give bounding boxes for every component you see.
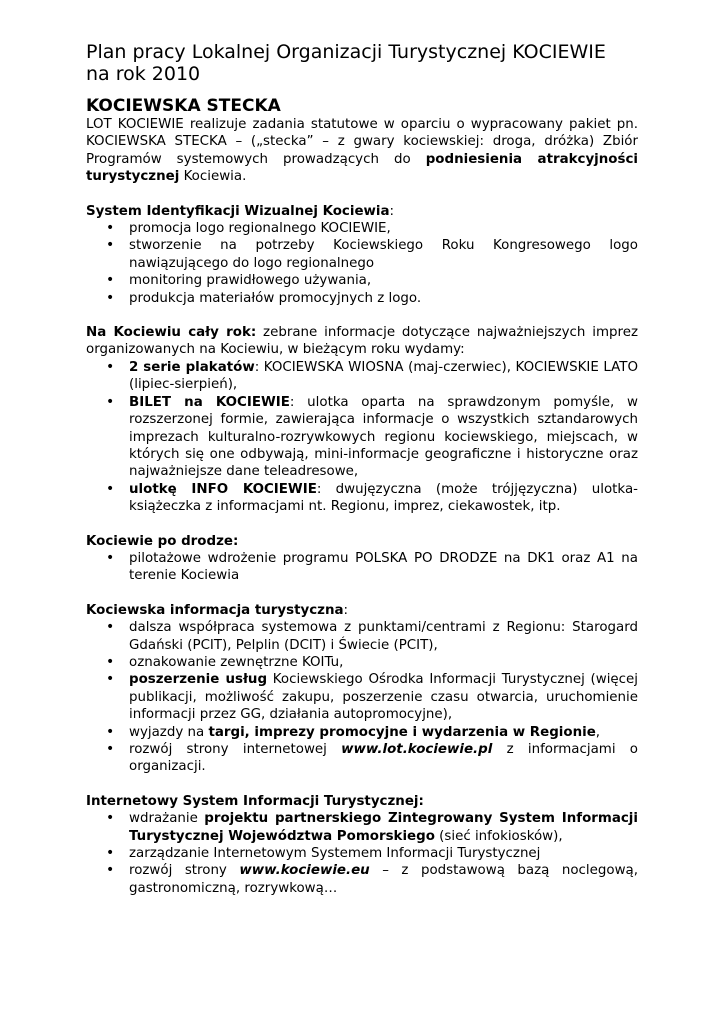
list-item: • wdrażanie projektu partnerskiego Zintegrowany System Informacji Turystycznej Województwa Pomorskiego (sieć infokiosków), [86,810,638,845]
list-item: • stworzenie na potrzeby Kociewskiego Roku Kongresowego logo nawiązującego do logo regionalnego [86,237,638,272]
list-item: • ulotkę INFO KOCIEWIE: dwujęzyczna (może trójjęzyczna) ulotka-książeczka z informacjami nt. Regionu, imprez, ciekawostek, itp. [86,481,638,516]
list-item: • BILET na KOCIEWIE: ulotka oparta na sprawdzonym pomyśle, w rozszerzonej formie, zawierająca informacje o wszystkich sztandarowych imprezach kulturalno-rozrywkowych regionu kociewskiego, miejscach, w których się one odbywają, mini-informacje geograficzne i historyczne oraz najważniejsze dane teleadresowe, [86,394,638,481]
list-item: • produkcja materiałów promocyjnych z logo. [86,290,638,307]
document-title [86,41,638,85]
lot-website-link[interactable]: www.lot.kociewie.pl [341,742,493,757]
title-line-1: Plan pracy Lokalnej Organizacji Turystycznej KOCIEWIE [86,41,606,63]
list-item: • wyjazdy na targi, imprezy promocyjne i wydarzenia w Regionie, [86,724,638,741]
list-item: • dalsza współpraca systemowa z punktami/centrami z Regionu: Starogard Gdański (PCIT), Pelplin (DCIT) i Świecie (PCIT), [86,619,638,654]
internetowy-heading: Internetowy System Informacji Turystycznej: [86,793,424,809]
siwk-heading: System Identyfikacji Wizualnej Kociewia: [86,203,395,219]
list-item: • monitoring prawidłowego używania, [86,272,638,289]
po-drodze-heading: Kociewie po drodze: [86,533,239,549]
list-item: • poszerzenie usług Kociewskiego Ośrodka Informacji Turystycznej (więcej publikacji, możliwość zakupu, poszerzenie czasu otwarcia, uruchomienie informacji przez GG, działania autopromocyjne), [86,671,638,723]
siwk-list [86,220,638,307]
list-item: • zarządzanie Internetowym Systemem Informacji Turystycznej [86,845,638,862]
list-item: • rozwój strony internetowej www.lot.kociewie.pl z informacjami o organizacji. [86,741,638,776]
po-drodze-list [86,550,638,585]
list-item: • 2 serie plakatów: KOCIEWSKA WIOSNA (maj-czerwiec), KOCIEWSKIE LATO (lipiec-sierpień), [86,359,638,394]
informacja-list [86,619,638,776]
section-heading: KOCIEWSKA STECKA [86,96,281,116]
list-item: • pilotażowe wdrożenie programu POLSKA PO DRODZE na DK1 oraz A1 na terenie Kociewia [86,550,638,585]
kociewie-website-link[interactable]: www.kociewie.eu [239,863,370,879]
internetowy-list [86,810,638,897]
list-item: • oznakowanie zewnętrzne KOITu, [86,654,638,671]
intro-paragraph: LOT KOCIEWIE realizuje zadania statutowe w oparciu o wypracowany pakiet pn. KOCIEWSKA STECKA – („stecka” – z gwary kociewskiej: droga, dróżka) Zbiór Programów systemowych prowadzących do podniesienia atrakcyjności turystycznej Kociewia. [86,117,638,185]
caly-rok-paragraph: Na Kociewiu cały rok: zebrane informacje dotyczące najważniejszych imprez organizowanych na Kociewiu, w bieżącym roku wydamy: [86,325,638,358]
list-item: • rozwój strony www.kociewie.eu – z podstawową bazą noclegową, gastronomiczną, rozrywkową… [86,862,638,897]
informacja-heading: Kociewska informacja turystyczna: [86,602,349,618]
caly-rok-list [86,359,638,516]
title-line-2: na rok 2010 [86,63,201,85]
list-item: • promocja logo regionalnego KOCIEWIE, [86,220,638,237]
